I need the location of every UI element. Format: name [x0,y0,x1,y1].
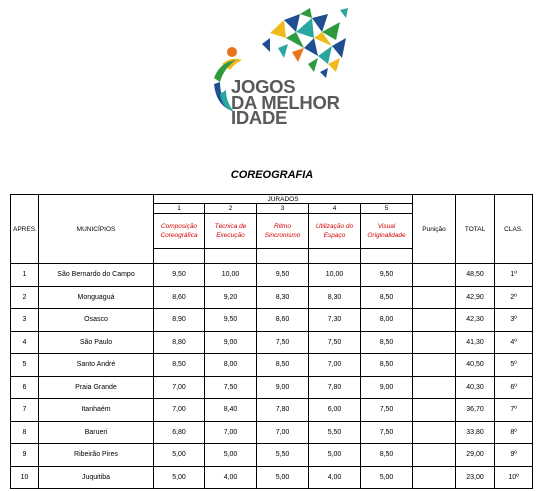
score-cell: 10,00 [205,264,257,287]
municipio-cell: Ribeirão Pires [39,444,154,467]
municipio-cell: Itanhaém [39,399,154,422]
score-cell: 9,50 [205,309,257,332]
header-spacer [205,249,257,264]
score-cell: 8,60 [154,286,205,309]
clas-cell: 1º [495,264,533,287]
header-municipio: MUNICÍPIOS [39,195,154,264]
municipio-cell: Praia Grande [39,376,154,399]
score-cell: 7,00 [154,399,205,422]
punicao-cell [413,399,456,422]
score-cell: 8,50 [361,286,413,309]
score-cell: 8,50 [361,331,413,354]
judge-number: 4 [309,204,361,214]
score-cell: 4,00 [309,466,361,489]
header-spacer [309,249,361,264]
apres-cell: 7 [11,399,39,422]
total-cell: 29,00 [456,444,495,467]
punicao-cell [413,286,456,309]
municipio-cell: Juquitiba [39,466,154,489]
score-cell: 8,60 [257,309,309,332]
clas-cell: 3º [495,309,533,332]
score-cell: 7,30 [309,309,361,332]
table-row [11,331,533,354]
table-row [11,286,533,309]
table-row [11,399,533,422]
clas-cell: 5º [495,354,533,377]
total-cell: 42,90 [456,286,495,309]
score-cell: 7,00 [309,354,361,377]
logo-line-3: IDADE [231,107,288,128]
apres-cell: 1 [11,264,39,287]
total-cell: 40,50 [456,354,495,377]
score-cell: 7,50 [205,376,257,399]
total-cell: 42,30 [456,309,495,332]
judge-criterion: Utilização do Espaço [309,214,361,249]
logo-wordmark [231,76,340,128]
municipio-cell: Barueri [39,421,154,444]
punicao-cell [413,421,456,444]
score-cell: 9,50 [257,264,309,287]
total-cell: 40,30 [456,376,495,399]
punicao-cell [413,331,456,354]
table-row [11,444,533,467]
apres-cell: 9 [11,444,39,467]
logo-line-1: JOGOS [231,76,296,97]
punicao-cell [413,354,456,377]
score-cell: 8,00 [205,354,257,377]
table-row [11,376,533,399]
judge-criterion: Ritmo Sincronismo [257,214,309,249]
header-clas: CLAS. [495,195,533,264]
apres-cell: 8 [11,421,39,444]
punicao-cell [413,466,456,489]
clas-cell: 7º [495,399,533,422]
total-cell: 36,70 [456,399,495,422]
judge-number: 1 [154,204,205,214]
score-cell: 7,50 [361,421,413,444]
score-cell: 5,00 [205,444,257,467]
score-cell: 7,00 [205,421,257,444]
apres-cell: 4 [11,331,39,354]
score-cell: 8,50 [361,354,413,377]
score-cell: 8,50 [361,444,413,467]
header-jurados: JURADOS [154,195,413,204]
header-punicao: Punição [413,195,456,264]
header-apres: APRES. [11,195,39,264]
score-cell: 9,50 [361,264,413,287]
municipio-cell: São Bernardo do Campo [39,264,154,287]
logo-line-2: DA MELHOR [231,91,340,113]
total-cell: 41,30 [456,331,495,354]
header-spacer [154,249,205,264]
score-cell: 10,00 [309,264,361,287]
score-cell: 8,50 [154,354,205,377]
judge-number: 2 [205,204,257,214]
score-cell: 5,50 [309,421,361,444]
score-cell: 6,00 [309,399,361,422]
score-cell: 5,50 [257,444,309,467]
score-cell: 9,20 [205,286,257,309]
total-cell: 33,80 [456,421,495,444]
score-cell: 7,50 [309,331,361,354]
clas-cell: 2º [495,286,533,309]
table-row [11,264,533,287]
score-cell: 5,00 [154,466,205,489]
score-cell: 8,50 [257,354,309,377]
clas-cell: 4º [495,331,533,354]
municipio-cell: Osasco [39,309,154,332]
apres-cell: 10 [11,466,39,489]
score-cell: 5,00 [361,466,413,489]
score-cell: 8,40 [205,399,257,422]
header-spacer [361,249,413,264]
score-cell: 9,00 [257,376,309,399]
apres-cell: 5 [11,354,39,377]
judge-number: 3 [257,204,309,214]
clas-cell: 8º [495,421,533,444]
table-row [11,354,533,377]
score-cell: 9,00 [205,331,257,354]
municipio-cell: São Paulo [39,331,154,354]
table-row [11,466,533,489]
table-row [11,421,533,444]
punicao-cell [413,376,456,399]
score-cell: 8,90 [154,309,205,332]
header-total: TOTAL [456,195,495,264]
total-cell: 23,00 [456,466,495,489]
apres-cell: 3 [11,309,39,332]
header-spacer [257,249,309,264]
score-cell: 5,00 [309,444,361,467]
score-cell: 9,00 [361,376,413,399]
judge-criterion: Visual Originalidade [361,214,413,249]
punicao-cell [413,309,456,332]
apres-cell: 2 [11,286,39,309]
judge-criterion: Técnica de Execução [205,214,257,249]
score-cell: 7,00 [154,376,205,399]
clas-cell: 10º [495,466,533,489]
score-cell: 7,50 [361,399,413,422]
score-cell: 6,80 [154,421,205,444]
score-cell: 4,00 [205,466,257,489]
punicao-cell [413,444,456,467]
score-cell: 7,80 [309,376,361,399]
score-cell: 8,80 [154,331,205,354]
municipio-cell: Monguaguá [39,286,154,309]
total-cell: 48,50 [456,264,495,287]
apres-cell: 6 [11,376,39,399]
judge-number: 5 [361,204,413,214]
page-title: COREOGRAFIA [230,169,314,181]
score-cell: 7,00 [257,421,309,444]
punicao-cell [413,264,456,287]
clas-cell: 9º [495,444,533,467]
judge-criterion: Composição Coreográfica [154,214,205,249]
score-cell: 8,30 [257,286,309,309]
score-cell: 9,50 [154,264,205,287]
results-table [10,194,533,489]
table-row [11,309,533,332]
clas-cell: 6º [495,376,533,399]
score-cell: 7,50 [257,331,309,354]
score-cell: 5,00 [257,466,309,489]
municipio-cell: Santo André [39,354,154,377]
score-cell: 5,00 [154,444,205,467]
score-cell: 8,30 [309,286,361,309]
score-cell: 8,00 [361,309,413,332]
score-cell: 7,80 [257,399,309,422]
